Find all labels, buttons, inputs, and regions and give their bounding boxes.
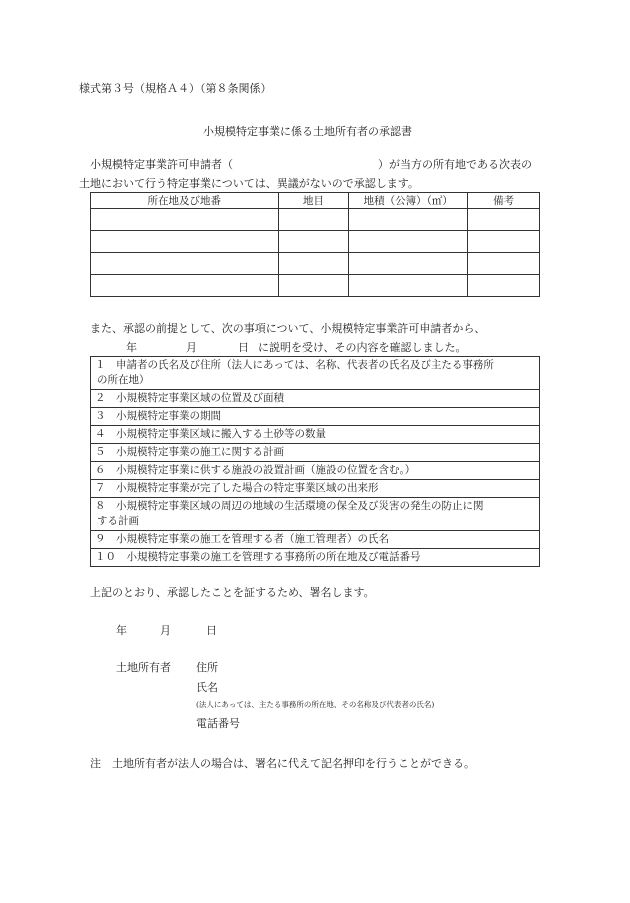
list-item: [91, 390, 540, 408]
land-table-header-cell: 地目: [278, 193, 349, 209]
list-item: [91, 444, 540, 462]
list-item: [91, 480, 540, 498]
date-month: 月: [160, 624, 171, 637]
item-text-cont: する計画: [97, 515, 139, 527]
table-cell[interactable]: [91, 209, 279, 231]
table-cell[interactable]: [349, 209, 468, 231]
form-number: 様式第３号（規格Ａ４）（第８条関係）: [79, 82, 272, 95]
owner-phone-label: 電話番号: [196, 717, 240, 730]
table-cell[interactable]: [91, 231, 279, 253]
owner-note: (法人にあっては、主たる事務所の所在地、その名称及び代表者の氏名): [196, 700, 435, 709]
applicant-suffix: ）が当方の所有地である次表の: [378, 158, 532, 171]
item-text: １ 申請者の氏名及び住所（法人にあっては、名称、代表者の氏名及び主たる事務所: [95, 359, 494, 371]
list-item: [91, 531, 540, 549]
land-table-header: [91, 193, 540, 209]
list-item: [91, 462, 540, 480]
table-cell[interactable]: [278, 253, 349, 275]
table-cell[interactable]: [91, 253, 279, 275]
item-text: ６ 小規模特定事業に供する施設の設置計画（施設の位置を含む。）: [91, 462, 540, 480]
confirm-day: 日: [238, 341, 249, 354]
table-cell[interactable]: [468, 275, 540, 297]
confirm-line2-tail: に説明を受け、その内容を確認しました。: [258, 341, 467, 354]
list-item: [91, 549, 540, 567]
table-cell[interactable]: [468, 209, 540, 231]
item-text: １０ 小規模特定事業の施工を管理する事務所の所在地及び電話番号: [91, 549, 540, 567]
confirm-line1: また、承認の前提として、次の事項について、小規模特定事業許可申請者から、: [90, 322, 486, 335]
item-text: ９ 小規模特定事業の施工を管理する者（施工管理者）の氏名: [91, 531, 540, 549]
items-table: [90, 356, 540, 567]
owner-address-label: 住所: [196, 661, 218, 674]
table-row: [91, 209, 540, 231]
item-text: ３ 小規模特定事業の期間: [91, 408, 540, 426]
item-text-cont: の所在地）: [97, 374, 150, 386]
confirm-month: 月: [186, 341, 197, 354]
intro-line2: 土地において行う特定事業については、異議がないので承認します。: [79, 177, 419, 190]
table-row: [91, 231, 540, 253]
owner-name-label: 氏名: [196, 681, 218, 694]
table-cell[interactable]: [349, 253, 468, 275]
certify-text: 上記のとおり、承認したことを証するため、署名します。: [90, 586, 375, 599]
table-cell[interactable]: [468, 253, 540, 275]
table-cell[interactable]: [278, 231, 349, 253]
item-text: ５ 小規模特定事業の施工に関する計画: [91, 444, 540, 462]
list-item: [91, 408, 540, 426]
owner-label: 土地所有者: [116, 661, 171, 674]
footnote: 注 土地所有者が法人の場合は、署名に代えて記名押印を行うことができる。: [90, 757, 475, 770]
item-text: ４ 小規模特定事業区域に搬入する土砂等の数量: [91, 426, 540, 444]
confirm-year: 年: [126, 341, 137, 354]
date-day: 日: [206, 624, 217, 637]
applicant-prefix: 小規模特定事業許可申請者（: [90, 158, 233, 171]
table-cell[interactable]: [349, 275, 468, 297]
land-table-header-cell: 地積（公簿）（㎡）: [349, 193, 468, 209]
land-table-header-cell: 所在地及び地番: [91, 193, 279, 209]
item-text: ８ 小規模特定事業区域の周辺の地域の生活環境の保全及び災害の発生の防止に関: [95, 500, 484, 512]
table-row: [91, 253, 540, 275]
table-cell[interactable]: [468, 231, 540, 253]
table-cell[interactable]: [91, 275, 279, 297]
table-cell[interactable]: [349, 231, 468, 253]
table-row: [91, 275, 540, 297]
list-item: [91, 498, 540, 531]
land-table: [90, 192, 540, 297]
date-year: 年: [116, 624, 127, 637]
table-cell[interactable]: [278, 209, 349, 231]
list-item: [91, 426, 540, 444]
table-cell[interactable]: [278, 275, 349, 297]
item-text: ２ 小規模特定事業区域の位置及び面積: [91, 390, 540, 408]
page-title: 小規模特定事業に係る土地所有者の承認書: [203, 125, 412, 138]
list-item: [91, 357, 540, 390]
item-text: ７ 小規模特定事業が完了した場合の特定事業区域の出来形: [91, 480, 540, 498]
land-table-header-cell: 備考: [468, 193, 540, 209]
